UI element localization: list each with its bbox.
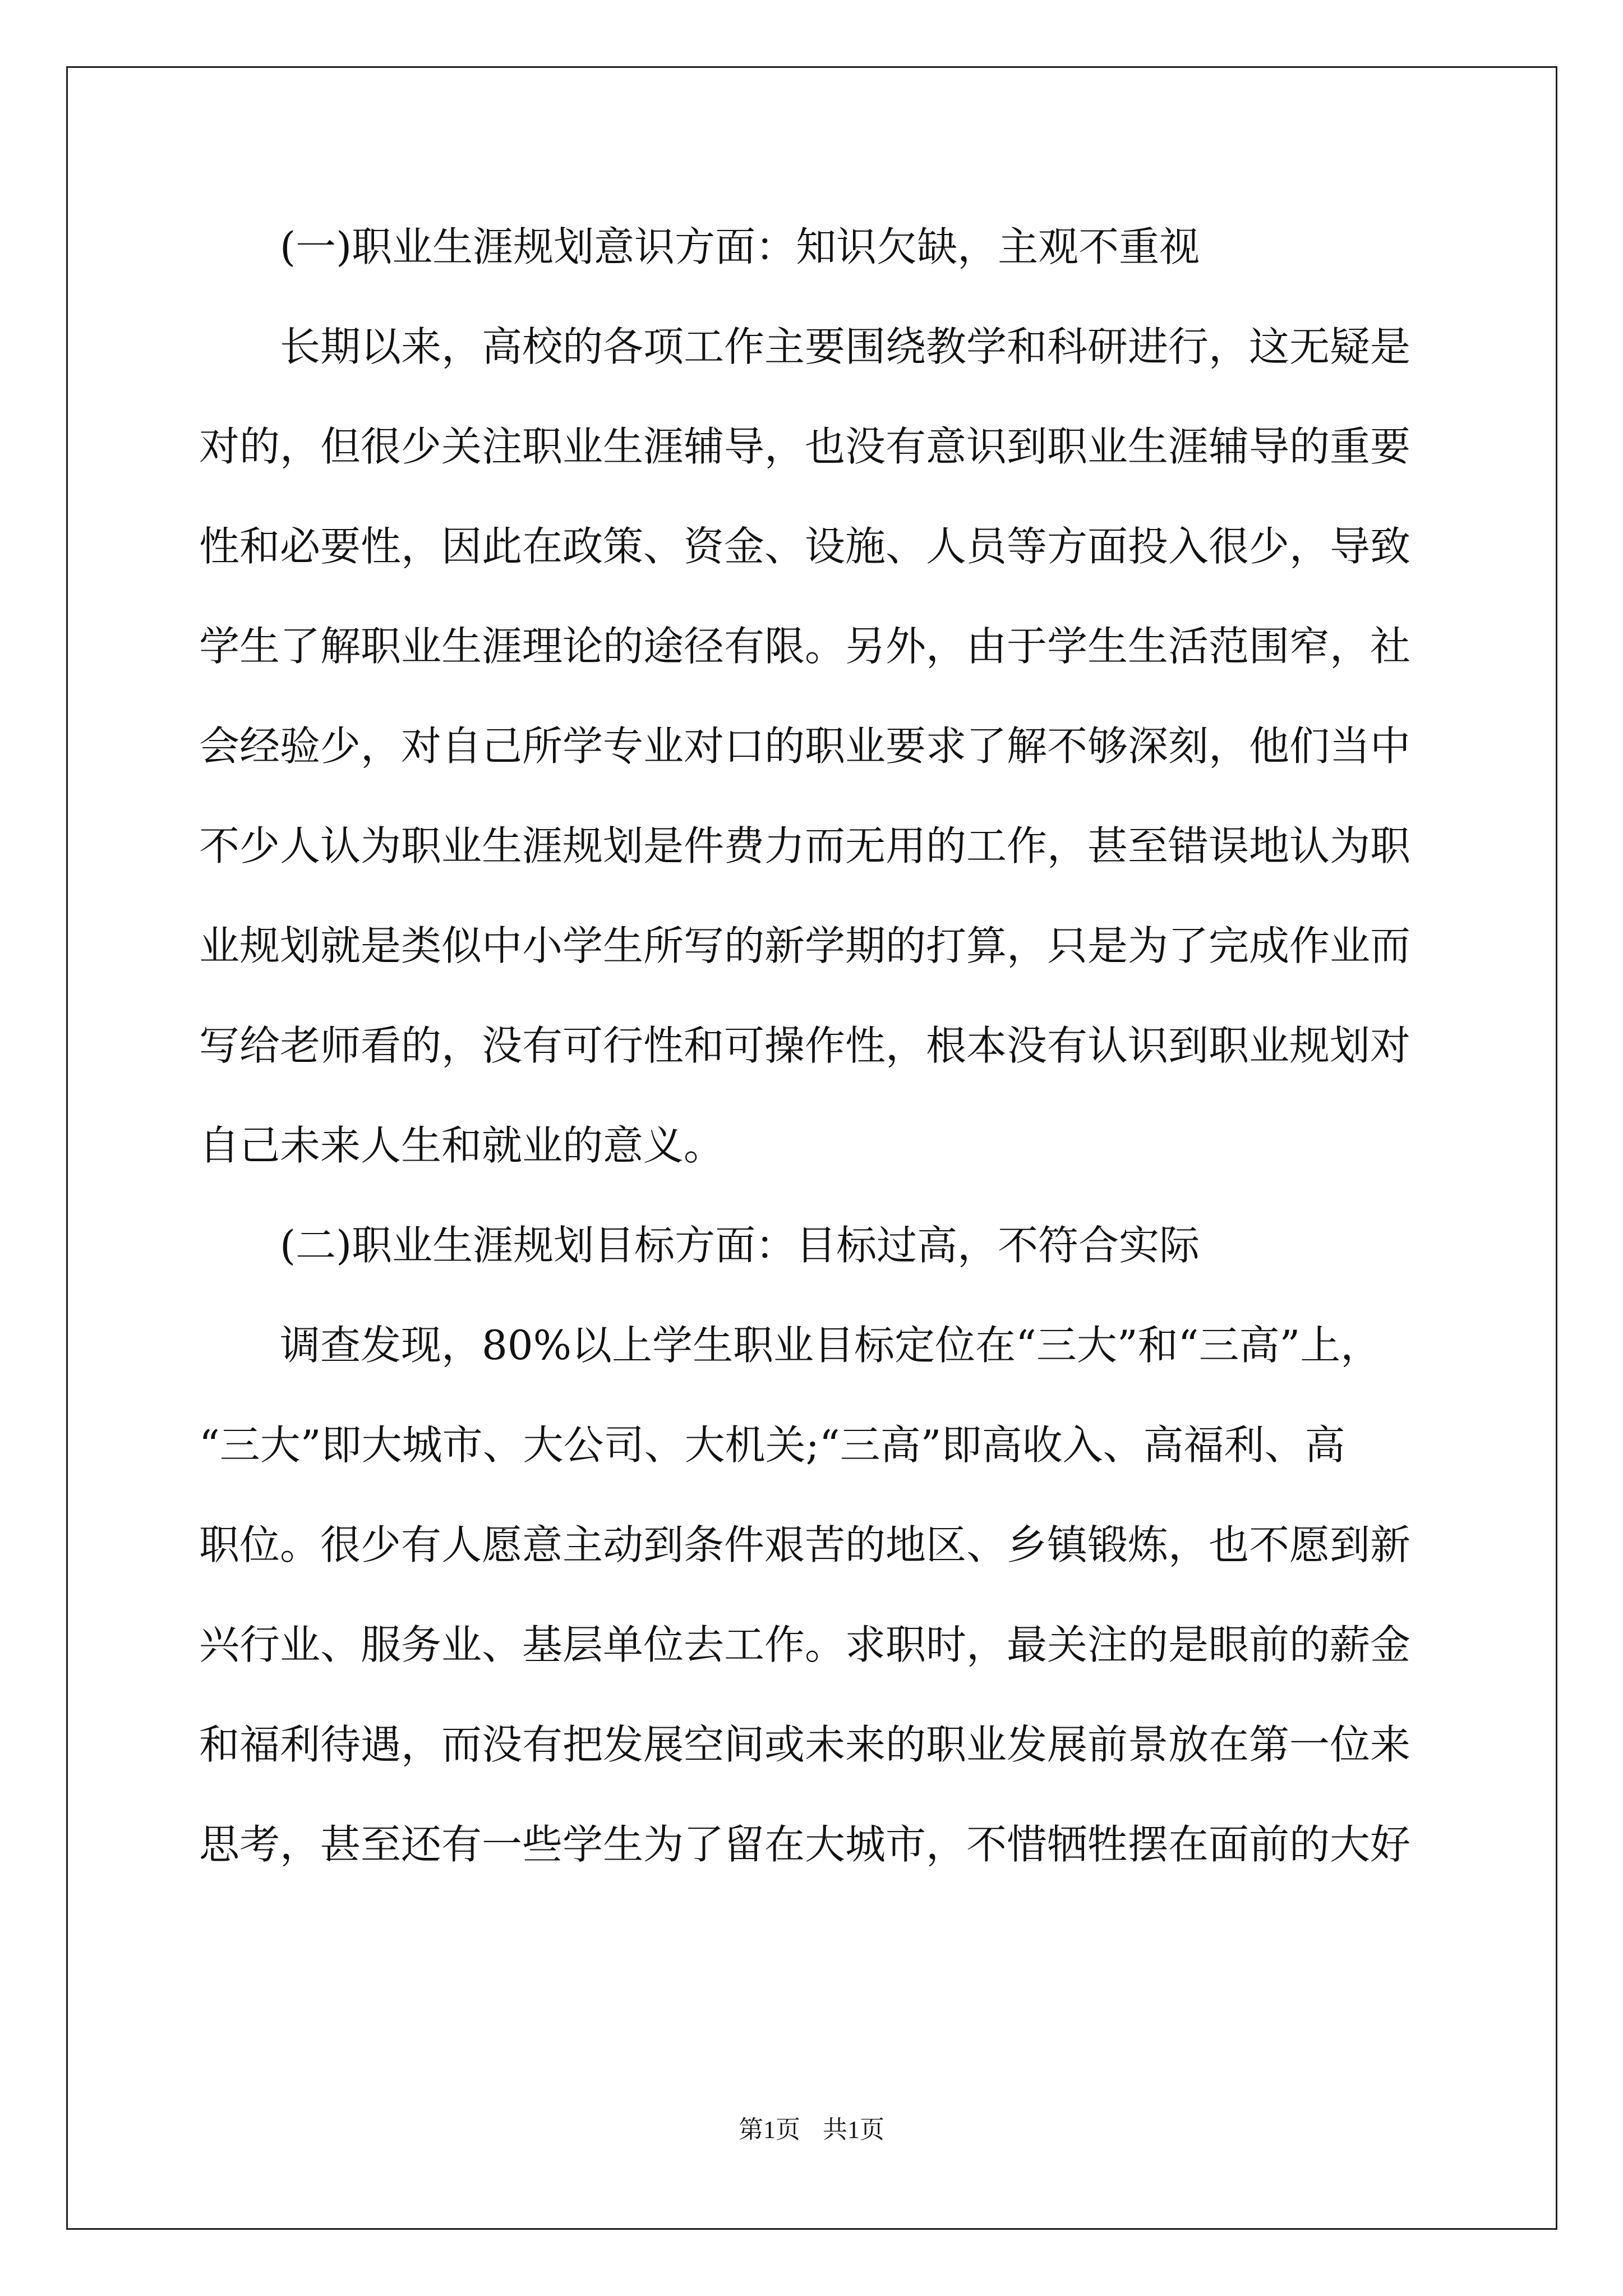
page-total: 共1页 (823, 2116, 884, 2143)
section-heading-2: (二)职业生涯规划目标方面：目标过高，不符合实际 (280, 1222, 1200, 1269)
page-footer (0, 2109, 1623, 2145)
paragraph-line: 学生了解职业生涯理论的途径有限。另外，由于学生生活范围窄，社 (199, 623, 1411, 670)
section-heading-1: (一)职业生涯规划意识方面：知识欠缺，主观不重视 (280, 223, 1200, 270)
paragraph-line: 长期以来，高校的各项工作主要围绕教学和科研进行，这无疑是 (280, 323, 1411, 370)
paragraph-line: 兴行业、服务业、基层单位去工作。求职时，最关注的是眼前的薪金 (199, 1621, 1411, 1668)
paragraph-line: 思考，甚至还有一些学生为了留在大城市，不惜牺牲摆在面前的大好 (199, 1821, 1411, 1868)
paragraph-line: 对的，但很少关注职业生涯辅导，也没有意识到职业生涯辅导的重要 (199, 423, 1411, 470)
paragraph-line: 和福利待遇，而没有把发展空间或未来的职业发展前景放在第一位来 (199, 1721, 1411, 1768)
paragraph-line: 职位。很少有人愿意主动到条件艰苦的地区、乡镇锻炼，也不愿到新 (199, 1521, 1411, 1568)
paragraph-line: 调查发现，80%以上学生职业目标定位在“三大”和“三高”上， (280, 1322, 1381, 1369)
paragraph-line: 不少人认为职业生涯规划是件费力而无用的工作，甚至错误地认为职 (199, 822, 1411, 869)
paragraph-line: 写给老师看的，没有可行性和可操作性，根本没有认识到职业规划对 (199, 1022, 1411, 1069)
page-number: 第1页 (739, 2116, 800, 2143)
paragraph-line: 性和必要性，因此在政策、资金、设施、人员等方面投入很少，导致 (199, 523, 1411, 570)
paragraph-line: 业规划就是类似中小学生所写的新学期的打算，只是为了完成作业而 (199, 922, 1411, 969)
paragraph-line: 会经验少，对自己所学专业对口的职业要求了解不够深刻，他们当中 (199, 723, 1411, 770)
paragraph-line: 自己未来人生和就业的意义。 (199, 1122, 725, 1169)
paragraph-line: “三大”即大城市、大公司、大机关;“三高”即高收入、高福利、高 (199, 1421, 1345, 1469)
